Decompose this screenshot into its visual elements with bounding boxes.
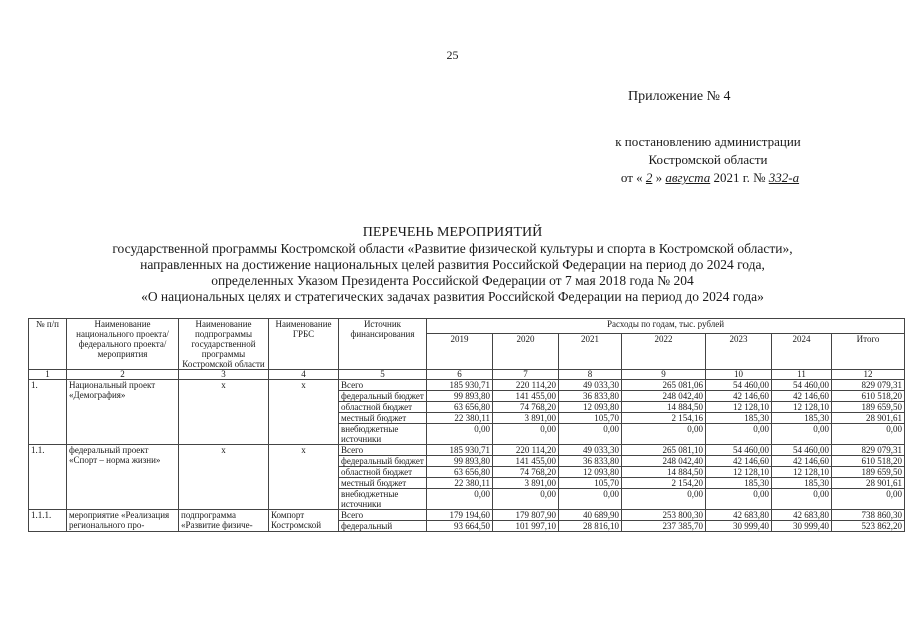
column-index: 9 — [622, 370, 706, 380]
row-value: 74 768,20 — [493, 467, 559, 478]
row-value: 42 683,80 — [706, 510, 772, 521]
row-grbs: х — [269, 445, 339, 510]
row-value: 179 807,90 — [493, 510, 559, 521]
row-value: 185 930,71 — [427, 445, 493, 456]
row-value: 54 460,00 — [706, 380, 772, 391]
row-value: 12 128,10 — [706, 467, 772, 478]
date-number: 332-а — [768, 170, 800, 185]
row-value: 237 385,70 — [622, 521, 706, 532]
row-value: 0,00 — [622, 489, 706, 510]
row-value: 2 154,20 — [622, 478, 706, 489]
row-source: внебюджетные источники — [339, 489, 427, 510]
header-source: Источник финансирования — [339, 319, 427, 370]
date-year: 2021 г. № — [713, 170, 766, 185]
title-heading: ПЕРЕЧЕНЬ МЕРОПРИЯТИЙ — [362, 225, 543, 240]
column-index: 12 — [832, 370, 905, 380]
row-value: 28 816,10 — [559, 521, 622, 532]
column-index: 7 — [493, 370, 559, 380]
row-value: 0,00 — [493, 489, 559, 510]
column-index: 8 — [559, 370, 622, 380]
row-value: 12 093,80 — [559, 467, 622, 478]
column-index: 10 — [706, 370, 772, 380]
row-value: 99 893,80 — [427, 391, 493, 402]
row-value: 49 033,30 — [559, 445, 622, 456]
row-value: 42 146,60 — [706, 456, 772, 467]
row-value: 63 656,80 — [427, 467, 493, 478]
row-source: федеральный бюджет — [339, 391, 427, 402]
row-value: 42 146,60 — [772, 456, 832, 467]
date-mid: » — [655, 170, 663, 185]
row-value: 12 128,10 — [772, 467, 832, 478]
row-value: 141 455,00 — [493, 456, 559, 467]
row-value: 105,70 — [559, 413, 622, 424]
year-header: 2022 — [622, 334, 706, 370]
row-value: 105,70 — [559, 478, 622, 489]
row-value: 220 114,20 — [493, 380, 559, 391]
row-value: 63 656,80 — [427, 402, 493, 413]
row-value: 0,00 — [706, 489, 772, 510]
row-value: 3 891,00 — [493, 413, 559, 424]
row-value: 54 460,00 — [772, 445, 832, 456]
row-value: 0,00 — [832, 489, 905, 510]
row-subprogram: х — [179, 380, 269, 445]
date-prefix: от « — [620, 170, 643, 185]
header-name: Наименование национального проекта/федерального проекта/мероприятия — [67, 319, 179, 370]
row-value: 185 930,71 — [427, 380, 493, 391]
row-value: 42 146,60 — [706, 391, 772, 402]
row-source: внебюджетные источники — [339, 424, 427, 445]
row-value: 185,30 — [706, 413, 772, 424]
row-source: Всего — [339, 445, 427, 456]
row-value: 22 380,11 — [427, 413, 493, 424]
row-value: 36 833,80 — [559, 456, 622, 467]
row-value: 28 901,61 — [832, 478, 905, 489]
row-value: 829 079,31 — [832, 445, 905, 456]
row-value: 30 999,40 — [772, 521, 832, 532]
header-no: № п/п — [29, 319, 67, 370]
column-index-row — [29, 370, 905, 380]
row-value: 189 659,50 — [832, 467, 905, 478]
header-row — [29, 319, 905, 334]
date-line — [560, 169, 860, 187]
column-index: 4 — [269, 370, 339, 380]
header-expenses: Расходы по годам, тыс. рублей — [427, 319, 905, 334]
row-grbs: Компорт Костромской — [269, 510, 339, 532]
row-value: 28 901,61 — [832, 413, 905, 424]
row-value: 253 800,30 — [622, 510, 706, 521]
row-value: 3 891,00 — [493, 478, 559, 489]
year-header: Итого — [832, 334, 905, 370]
column-index: 11 — [772, 370, 832, 380]
table-row — [29, 510, 905, 521]
page-number: 25 — [446, 48, 459, 62]
row-value: 14 884,50 — [622, 467, 706, 478]
row-value: 610 518,20 — [832, 391, 905, 402]
row-name: мероприятие «Реализация регионального про- — [67, 510, 179, 532]
row-value: 829 079,31 — [832, 380, 905, 391]
year-header: 2023 — [706, 334, 772, 370]
row-value: 610 518,20 — [832, 456, 905, 467]
row-value: 101 997,10 — [493, 521, 559, 532]
row-value: 0,00 — [559, 489, 622, 510]
row-value: 179 194,60 — [427, 510, 493, 521]
title-line-3: направленных на достижение национальных целей развития Российской Федерации на период до 2024 года, — [140, 257, 765, 272]
row-source: федеральный — [339, 521, 427, 532]
region-line: Костромской области — [648, 152, 768, 167]
row-source: местный бюджет — [339, 478, 427, 489]
row-source: Всего — [339, 510, 427, 521]
row-value: 99 893,80 — [427, 456, 493, 467]
row-name: Национальный проект «Демография» — [67, 380, 179, 445]
measures-table — [28, 318, 905, 532]
row-value: 248 042,40 — [622, 456, 706, 467]
row-number: 1.1. — [29, 445, 67, 510]
table-row — [29, 445, 905, 456]
row-source: областной бюджет — [339, 467, 427, 478]
row-subprogram: подпрограмма «Развитие физиче- — [179, 510, 269, 532]
row-value: 523 862,20 — [832, 521, 905, 532]
row-value: 189 659,50 — [832, 402, 905, 413]
year-header: 2021 — [559, 334, 622, 370]
row-value: 54 460,00 — [772, 380, 832, 391]
column-index: 2 — [67, 370, 179, 380]
row-value: 0,00 — [706, 424, 772, 445]
row-value: 14 884,50 — [622, 402, 706, 413]
row-value: 12 093,80 — [559, 402, 622, 413]
row-value: 265 081,06 — [622, 380, 706, 391]
column-index: 6 — [427, 370, 493, 380]
row-value: 22 380,11 — [427, 478, 493, 489]
row-value: 0,00 — [772, 489, 832, 510]
resolution-line: к постановлению администрации — [615, 134, 801, 149]
row-value: 185,30 — [772, 413, 832, 424]
column-index: 3 — [179, 370, 269, 380]
year-header: 2019 — [427, 334, 493, 370]
row-value: 185,30 — [772, 478, 832, 489]
header-grbs: Наименование ГРБС — [269, 319, 339, 370]
column-index: 1 — [29, 370, 67, 380]
row-value: 0,00 — [832, 424, 905, 445]
row-value: 36 833,80 — [559, 391, 622, 402]
row-value: 0,00 — [559, 424, 622, 445]
header-subprogram: Наименование подпрограммы государственной программы Костромской области — [179, 319, 269, 370]
row-value: 74 768,20 — [493, 402, 559, 413]
row-source: Всего — [339, 380, 427, 391]
row-source: федеральный бюджет — [339, 456, 427, 467]
row-value: 42 146,60 — [772, 391, 832, 402]
row-value: 93 664,50 — [427, 521, 493, 532]
row-value: 2 154,16 — [622, 413, 706, 424]
row-value: 248 042,40 — [622, 391, 706, 402]
row-value: 40 689,90 — [559, 510, 622, 521]
table-row — [29, 380, 905, 391]
row-value: 738 860,30 — [832, 510, 905, 521]
row-value: 30 999,40 — [706, 521, 772, 532]
year-header: 2020 — [493, 334, 559, 370]
row-number: 1.1.1. — [29, 510, 67, 532]
row-value: 185,30 — [706, 478, 772, 489]
column-index: 5 — [339, 370, 427, 380]
row-value: 0,00 — [427, 489, 493, 510]
row-value: 12 128,10 — [772, 402, 832, 413]
title-line-5: «О национальных целях и стратегических задачах развития Российской Федерации на период до 2024 года» — [141, 289, 764, 304]
row-value: 54 460,00 — [706, 445, 772, 456]
row-value: 0,00 — [427, 424, 493, 445]
row-value: 141 455,00 — [493, 391, 559, 402]
row-subprogram: х — [179, 445, 269, 510]
row-value: 265 081,10 — [622, 445, 706, 456]
row-name: федеральный проект «Спорт – норма жизни» — [67, 445, 179, 510]
row-value: 42 683,80 — [772, 510, 832, 521]
row-source: местный бюджет — [339, 413, 427, 424]
row-value: 49 033,30 — [559, 380, 622, 391]
row-value: 0,00 — [493, 424, 559, 445]
appendix-label: Приложение № 4 — [628, 89, 731, 104]
row-value: 0,00 — [772, 424, 832, 445]
row-value: 12 128,10 — [706, 402, 772, 413]
row-value: 0,00 — [622, 424, 706, 445]
date-day: 2 — [645, 170, 653, 185]
year-header: 2024 — [772, 334, 832, 370]
row-value: 220 114,20 — [493, 445, 559, 456]
row-source: областной бюджет — [339, 402, 427, 413]
row-grbs: х — [269, 380, 339, 445]
title-line-4: определенных Указом Президента Российской Федерации от 7 мая 2018 года № 204 — [211, 273, 694, 288]
row-number: 1. — [29, 380, 67, 445]
date-month: августа — [665, 170, 711, 185]
title-line-2: государственной программы Костромской области «Развитие физической культуры и спорта в Костромской области», — [112, 241, 793, 256]
